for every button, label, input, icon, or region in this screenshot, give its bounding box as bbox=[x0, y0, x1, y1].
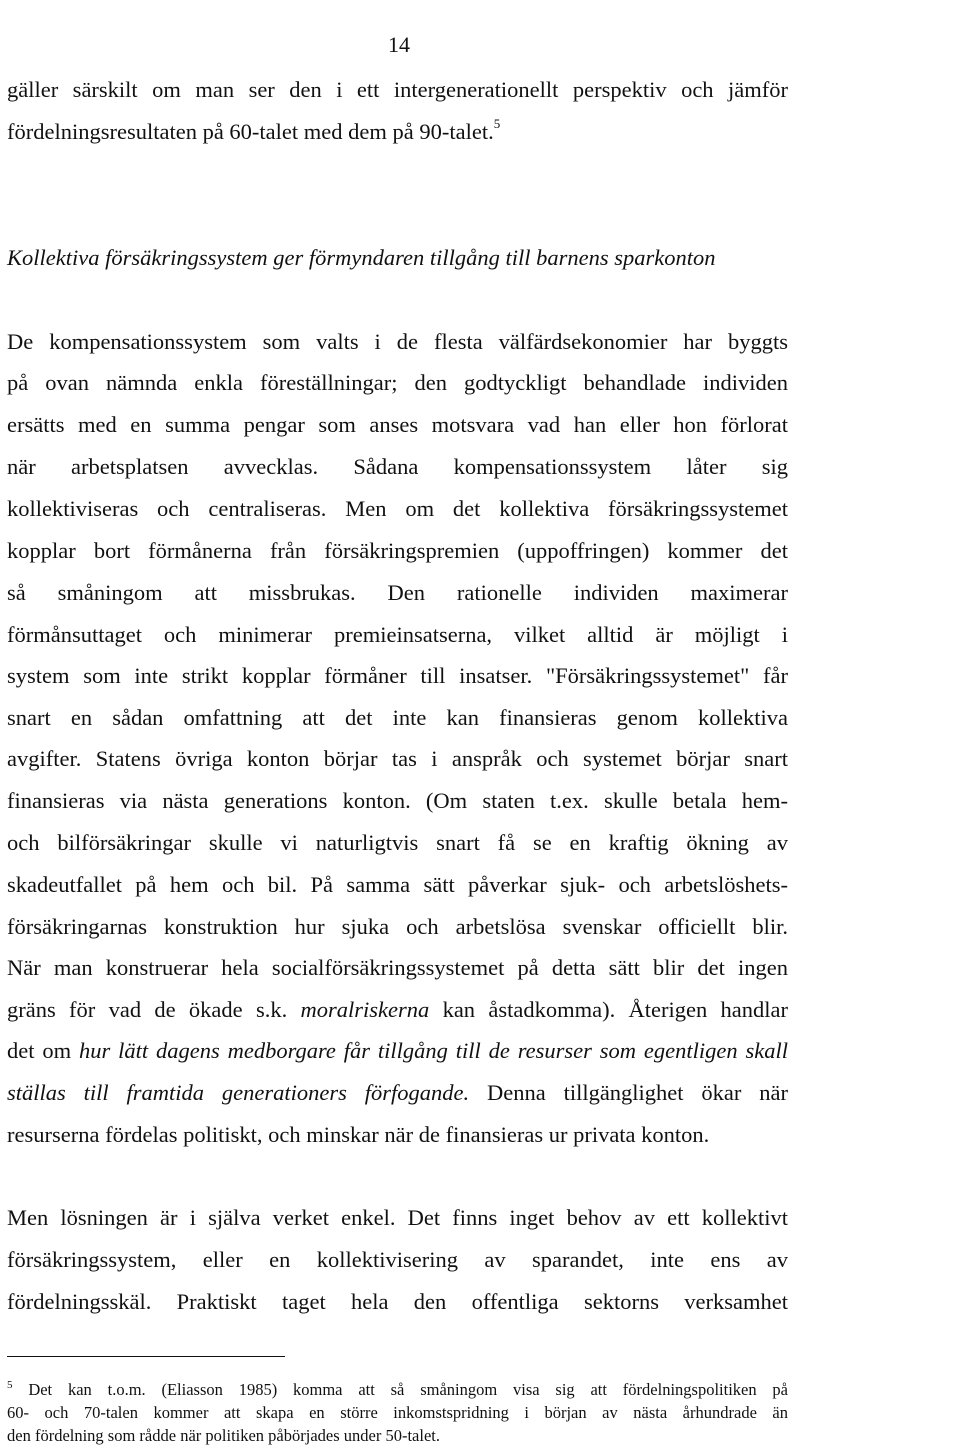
page-number: 14 bbox=[388, 32, 410, 57]
paragraph-1-line: på ovan nämnda enkla föreställningar; den godtyckligt behandlade individen bbox=[7, 370, 788, 395]
paragraph-2-line: fördelningsskäl. Praktiskt taget hela den offentliga sektorns verksamhet bbox=[7, 1289, 788, 1314]
paragraph-1-line: ersätts med en summa pengar som anses motsvara vad han eller hon förlorat bbox=[7, 412, 788, 437]
paragraph-1-line: skadeutfallet på hem och bil. På samma sätt påverkar sjuk- och arbetslöshets- bbox=[7, 872, 788, 897]
paragraph-2-line: Men lösningen är i själva verket enkel. Det finns inget behov av ett kollektivt bbox=[7, 1205, 788, 1230]
paragraph-1-line: förmånsuttaget och minimerar premieinsatserna, vilket alltid är möjligt i bbox=[7, 622, 788, 647]
line-18-text-start: det om bbox=[7, 1038, 79, 1063]
paragraph-1-line: När man konstruerar hela socialförsäkringssystemet på detta sätt blir det ingen bbox=[7, 955, 788, 980]
line-17-text-start: gräns för vad de ökade s.k. bbox=[7, 997, 301, 1022]
footnote-line-1-text: Det kan t.o.m. (Eliasson 1985) komma att så småningom visa sig att fördelningspolitiken på bbox=[12, 1380, 788, 1399]
paragraph-1-line: resurserna fördelas politiskt, och minskar när de finansieras ur privata konton. bbox=[7, 1122, 710, 1147]
paragraph-1-line: kollektiviseras och centraliseras. Men om det kollektiva försäkringssystemet bbox=[7, 496, 788, 521]
paragraph-1-line: system som inte strikt kopplar förmåner till insatser. "Försäkringssystemet" får bbox=[7, 663, 788, 688]
paragraph-1-line: finansieras via nästa generations konton. (Om staten t.ex. skulle betala hem- bbox=[7, 788, 788, 813]
footnote-line-3: den fördelning som rådde när politiken påbörjades under 50-talet. bbox=[7, 1426, 440, 1445]
paragraph-1-line: avgifter. Statens övriga konton börjar tas i anspråk och systemet börjar snart bbox=[7, 746, 788, 771]
paragraph-2-line: försäkringssystem, eller en kollektivisering av sparandet, inte ens av bbox=[7, 1247, 788, 1272]
section-heading: Kollektiva försäkringssystem ger förmyndaren tillgång till barnens sparkonton bbox=[7, 245, 716, 270]
intro-line-2 bbox=[7, 117, 788, 147]
line-17-text-end: kan åstadkomma). Återigen handlar bbox=[429, 997, 788, 1022]
paragraph-1-line: försäkringarnas konstruktion hur sjuka och arbetslösa svenskar officiellt blir. bbox=[7, 914, 788, 939]
line-19-text-end: Denna tillgänglighet ökar när bbox=[469, 1080, 788, 1105]
paragraph-1-line: när arbetsplatsen avvecklas. Sådana kompensationssystem låter sig bbox=[7, 454, 788, 479]
paragraph-1-line: De kompensationssystem som valts i de flesta välfärdsekonomier har byggts bbox=[7, 329, 788, 354]
intro-line-1: gäller särskilt om man ser den i ett intergenerationellt perspektiv och jämför bbox=[7, 77, 788, 102]
intro-line-2-text: fördelningsresultaten på 60-talet med dem på 90-talet. bbox=[7, 119, 494, 144]
italic-term: moralriskerna bbox=[300, 997, 430, 1022]
footnote-marker: 5 bbox=[7, 1379, 13, 1391]
footnote-line-1 bbox=[7, 1380, 788, 1400]
paragraph-1-line: och bilförsäkringar skulle vi naturligtvis snart få se en kraftig ökning av bbox=[7, 830, 788, 855]
paragraph-1-line bbox=[7, 1078, 788, 1108]
paragraph-1-line bbox=[7, 1036, 788, 1066]
paragraph-1-line: kopplar bort förmånerna från försäkringspremien (uppoffringen) kommer det bbox=[7, 538, 788, 563]
footnote-ref: 5 bbox=[493, 116, 501, 131]
footnote-line-2: 60- och 70-talen kommer att skapa en större inkomstspridning i början av nästa århundrade än bbox=[7, 1403, 788, 1422]
footnote-separator bbox=[7, 1356, 285, 1357]
paragraph-1-line: snart en sådan omfattning att det inte kan finansieras genom kollektiva bbox=[7, 705, 788, 730]
paragraph-1-line bbox=[7, 995, 788, 1025]
italic-emphasis: ställas till framtida generationers förfogande. bbox=[7, 1080, 470, 1105]
italic-emphasis: hur lätt dagens medborgare får tillgång till de resurser som egentligen skall bbox=[78, 1038, 788, 1063]
paragraph-1-line: så småningom att missbrukas. Den rationelle individen maximerar bbox=[7, 580, 788, 605]
